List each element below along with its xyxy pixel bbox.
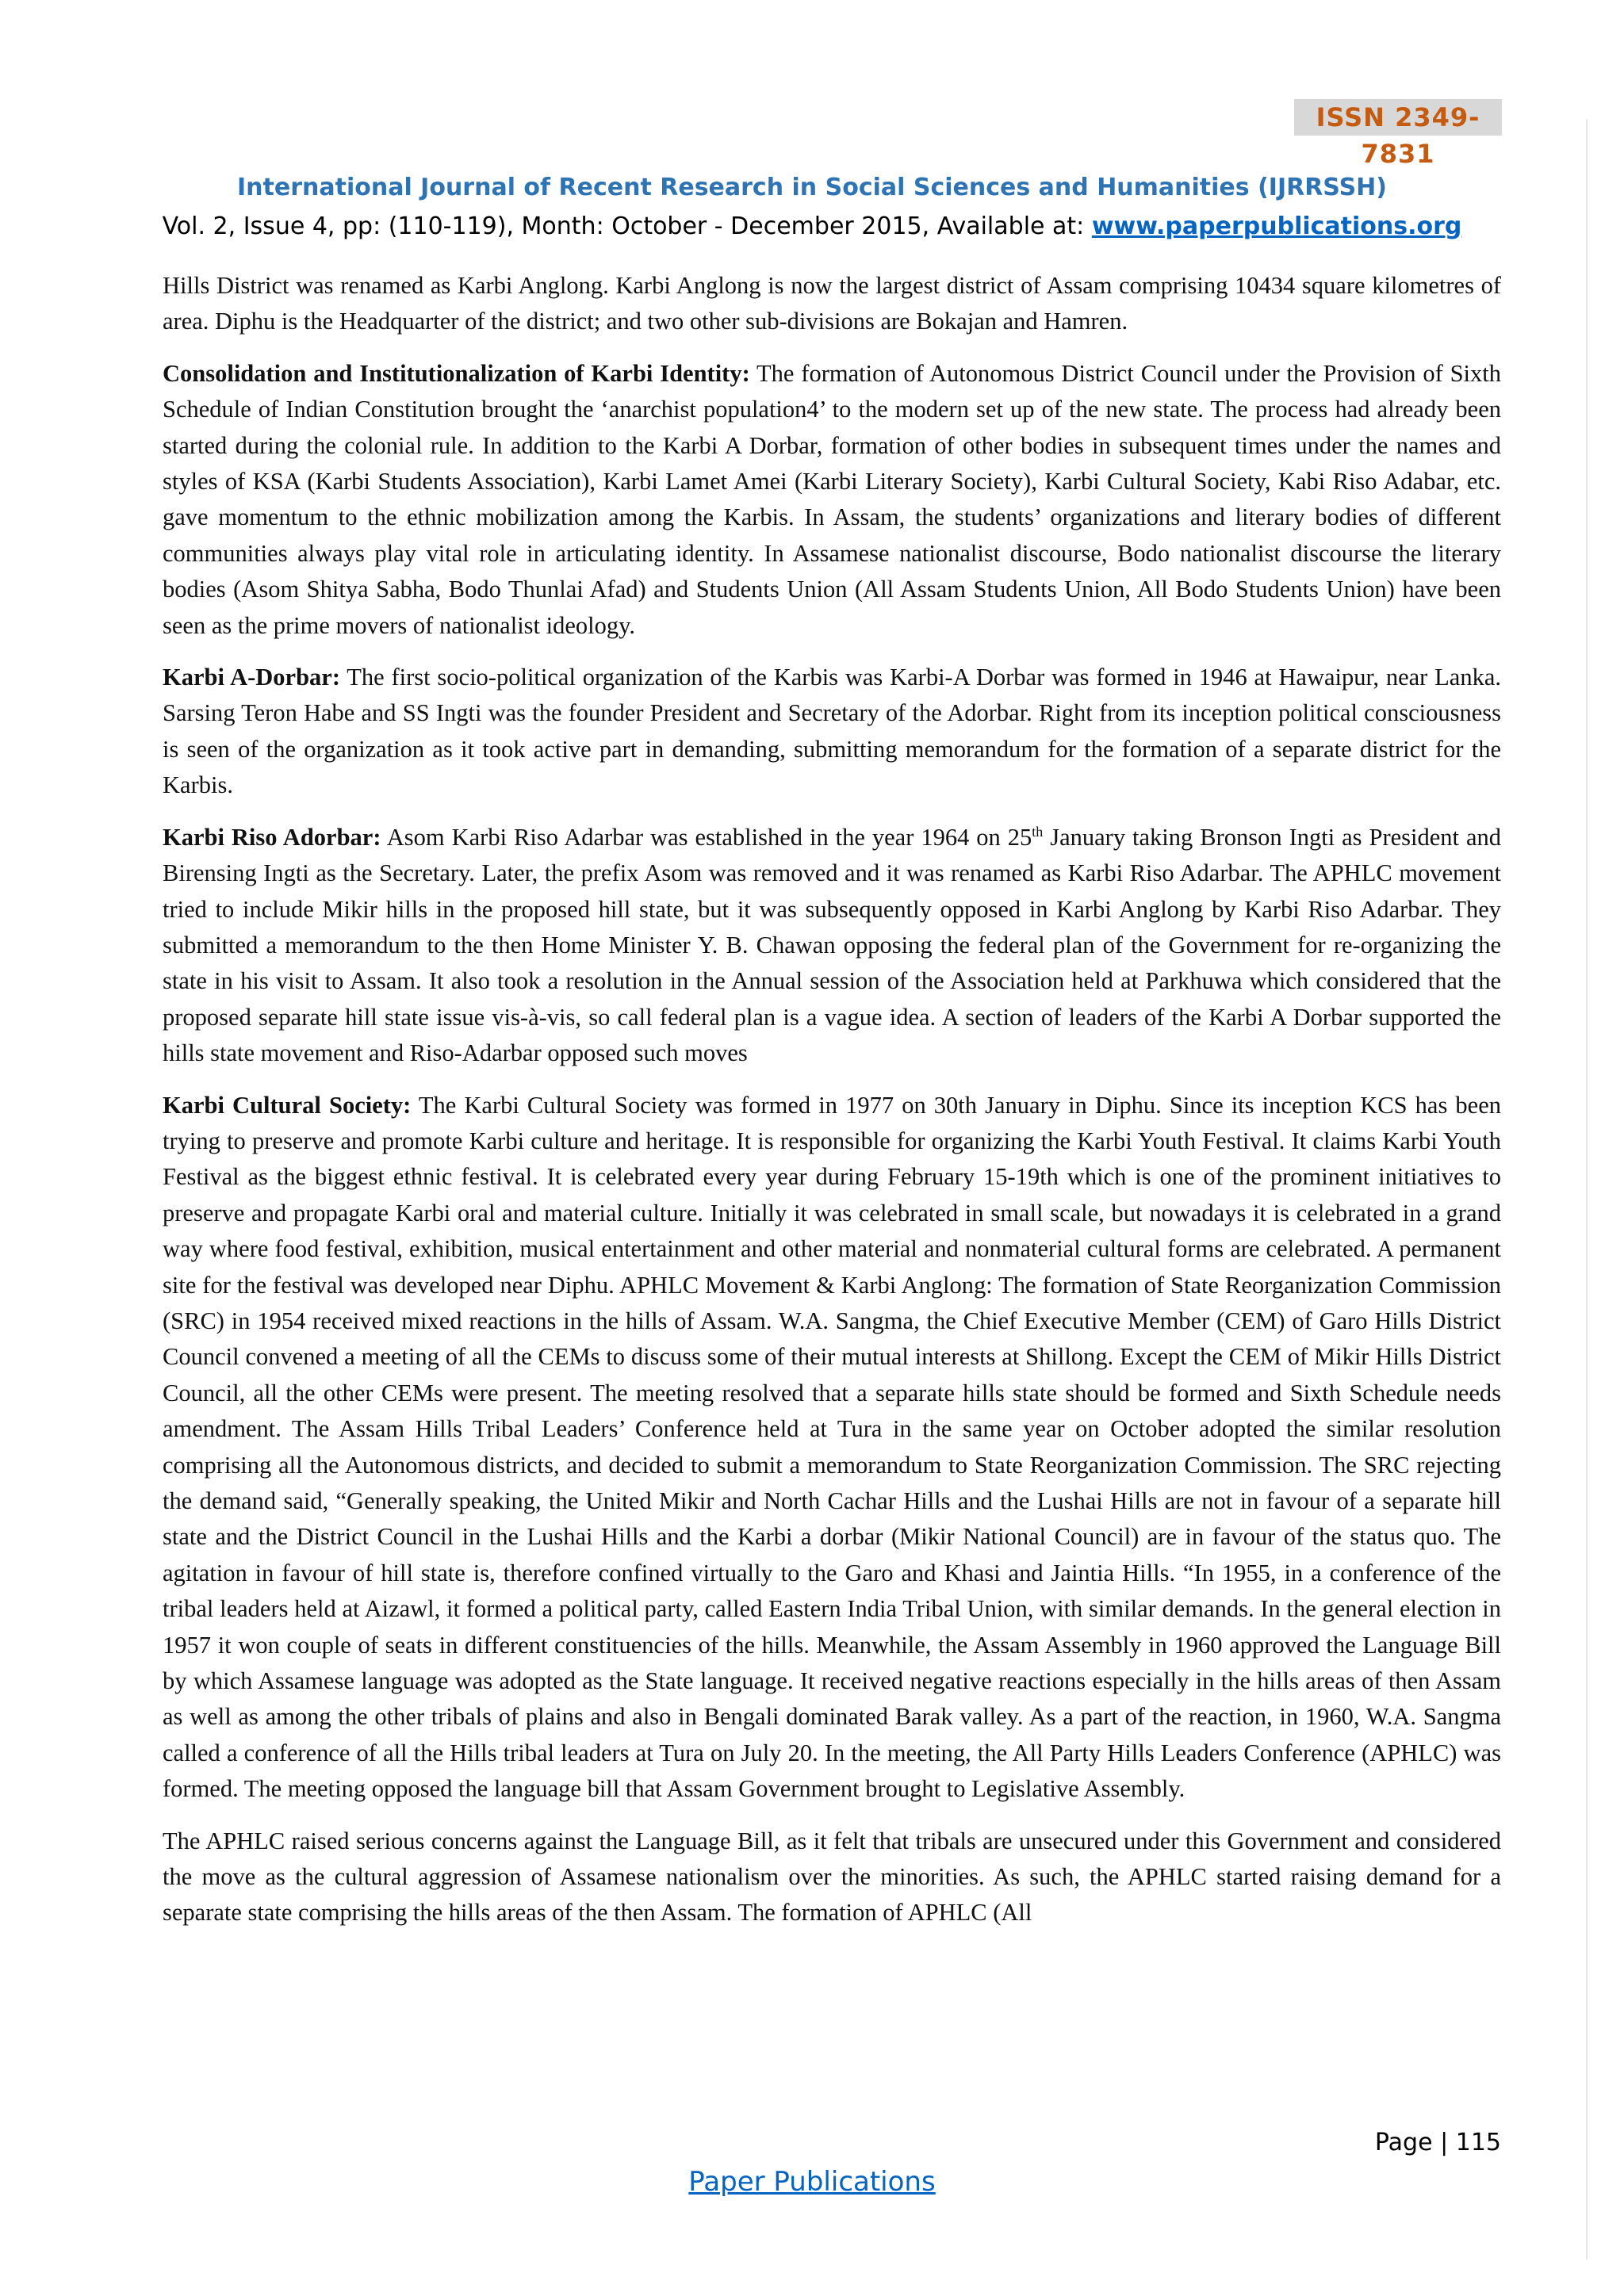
paragraph-text-lead: Asom Karbi Riso Adarbar was established in the year 1964 on 25 <box>386 823 1032 851</box>
paragraph-karbi-a-dorbar <box>163 660 1501 804</box>
paragraph-heading: Karbi A-Dorbar: <box>163 664 340 691</box>
paragraph-heading: Karbi Riso Adorbar: <box>163 823 381 851</box>
paragraph-aphlc <box>163 1823 1501 1931</box>
paragraph-text: The formation of Autonomous District Council under the Provision of Sixth Schedule of Indian Constitution brought the ‘anarchist population4’ to the modern set up of the new state. The process had already been started during the colonial rule. In addition to the Karbi A Dorbar, formation of other bodies in subsequent times under the names and styles of KSA (Karbi Students Association), Karbi Lamet Amei (Karbi Literary Society), Karbi Cultural Society, Kabi Riso Adabar, etc. gave momentum to the ethnic mobilization among the Karbis. In Assam, the students’ organizations and literary bodies of different communities always play vital role in articulating identity. In Assamese nationalist discourse, Bodo nationalist discourse the literary bodies (Asom Shitya Sabha, Bodo Thunlai Afad) and Students Union (All Assam Students Union, All Bodo Students Union) have been seen as the prime movers of nationalist ideology. <box>163 359 1501 639</box>
issn-badge: ISSN 2349-7831 <box>1294 99 1502 136</box>
journal-website-link[interactable]: www.paperpublications.org <box>1091 212 1462 240</box>
journal-meta-text: Vol. 2, Issue 4, pp: (110-119), Month: October - December 2015, Available at: <box>162 212 1092 240</box>
paragraph-text: January taking Bronson Ingti as President and Birensing Ingti as the Secretary. Later, the prefix Asom was removed and it was renamed as Karbi Riso Adarbar. The APHLC movement tried to include Mikir hills in the proposed hill state, but it was subsequently opposed in Karbi Anglong by Karbi Riso Adarbar. They submitted a memorandum to the then Home Minister Y. B. Chawan opposing the federal plan of the Government for re-organizing the state in his visit to Assam. It also took a resolution in the Annual session of the Association held at Parkhuwa which considered that the proposed separate hill state issue vis-à-vis, so call federal plan is a vague idea. A section of leaders of the Karbi A Dorbar supported the hills state movement and Riso-Adarbar opposed such moves <box>163 823 1502 1067</box>
paragraph-karbi-identity <box>163 356 1501 644</box>
paragraph-text: The Karbi Cultural Society was formed in 1977 on 30th January in Diphu. Since its inception KCS has been trying to preserve and promote Karbi culture and heritage. It is responsible for organizing the Karbi Youth Festival. It claims Karbi Youth Festival as the biggest ethnic festival. It is celebrated every year during February 15-19th which is one of the prominent initiatives to preserve and propagate Karbi oral and material culture. Initially it was celebrated in small scale, but nowadays it is celebrated in a grand way where food festival, exhibition, musical entertainment and other material and nonmaterial cultural forms are celebrated. A permanent site for the festival was developed near Diphu. APHLC Movement & Karbi Anglong: The formation of State Reorganization Commission (SRC) in 1954 received mixed reactions in the hills of Assam. W.A. Sangma, the Chief Executive Member (CEM) of Garo Hills District Council convened a meeting of all the CEMs to discuss some of their mutual interests at Shillong. Except the CEM of Mikir Hills District Council, all the other CEMs were present. The meeting resolved that a separate hills state should be formed and Sixth Schedule needs amendment. The Assam Hills Tribal Leaders’ Conference held at Tura in the same year on October adopted the similar resolution comprising all the Autonomous districts, and decided to submit a memorandum to State Reorganization Commission. The SRC rejecting the demand said, “Generally speaking, the United Mikir and North Cachar Hills and the Lushai Hills are not in favour of a separate hill state and the District Council in the Lushai Hills and the Karbi a dorbar (Mikir National Council) are in favour of the status quo. The agitation in favour of hill state is, therefore confined virtually to the Garo and Khasi and Jaintia Hills. “In 1955, in a conference of the tribal leaders held at Aizawl, it formed a political party, called Eastern India Tribal Union, with similar demands. In the general election in 1957 it won couple of seats in different constituencies of the hills. Meanwhile, the Assam Assembly in 1960 approved the Language Bill by which Assamese language was adopted as the State language. It received negative reactions especially in the hills areas of then Assam as well as among the other tribals of plains and also in Bengali dominated Barak valley. As a part of the reaction, in 1960, W.A. Sangma called a conference of all the Hills tribal leaders at Tura on July 20. In the meeting, the All Party Hills Leaders Conference (APHLC) was formed. The meeting opposed the language bill that Assam Government brought to Legislative Assembly. <box>163 1091 1501 1803</box>
page-number: Page | 115 <box>1374 2129 1501 2156</box>
paragraph-karbi-cultural-society <box>163 1088 1501 1808</box>
paragraph-karbi-riso-adorbar <box>163 820 1501 1072</box>
journal-meta <box>0 210 1624 243</box>
paragraph-text: Hills District was renamed as Karbi Anglong. Karbi Anglong is now the largest district of Assam comprising 10434 square kilometres of area. Diphu is the Headquarter of the district; and two other sub-divisions are Bokajan and Hamren. <box>163 272 1501 335</box>
paragraph-text: The APHLC raised serious concerns against the Language Bill, as it felt that tribals are unsecured under this Government and considered the move as the cultural aggression of Assamese nationalism over the minorities. As such, the APHLC started raising demand for a separate state comprising the hills areas of the then Assam. The formation of APHLC (All <box>163 1827 1501 1927</box>
paragraph-text: The first socio-political organization of the Karbis was Karbi-A Dorbar was formed in 1946 at Hawaipur, near Lanka. Sarsing Teron Habe and SS Ingti was the founder President and Secretary of the Adorbar. Right from its inception political consciousness is seen of the organization as it took active part in demanding, submitting memorandum for the formation of a separate district for the Karbis. <box>163 664 1501 799</box>
publisher-footer-link[interactable]: Paper Publications <box>688 2166 936 2198</box>
paragraph-heading: Consolidation and Institutionalization of Karbi Identity: <box>163 359 750 387</box>
paragraph-heading: Karbi Cultural Society: <box>163 1091 412 1119</box>
paragraph-1 <box>163 268 1501 340</box>
journal-title: International Journal of Recent Research in Social Sciences and Humanities (IJRRSSH) <box>237 174 1387 201</box>
article-body <box>163 268 1501 1947</box>
ordinal-superscript: th <box>1032 823 1044 840</box>
page-edge-rule <box>1586 119 1588 2260</box>
